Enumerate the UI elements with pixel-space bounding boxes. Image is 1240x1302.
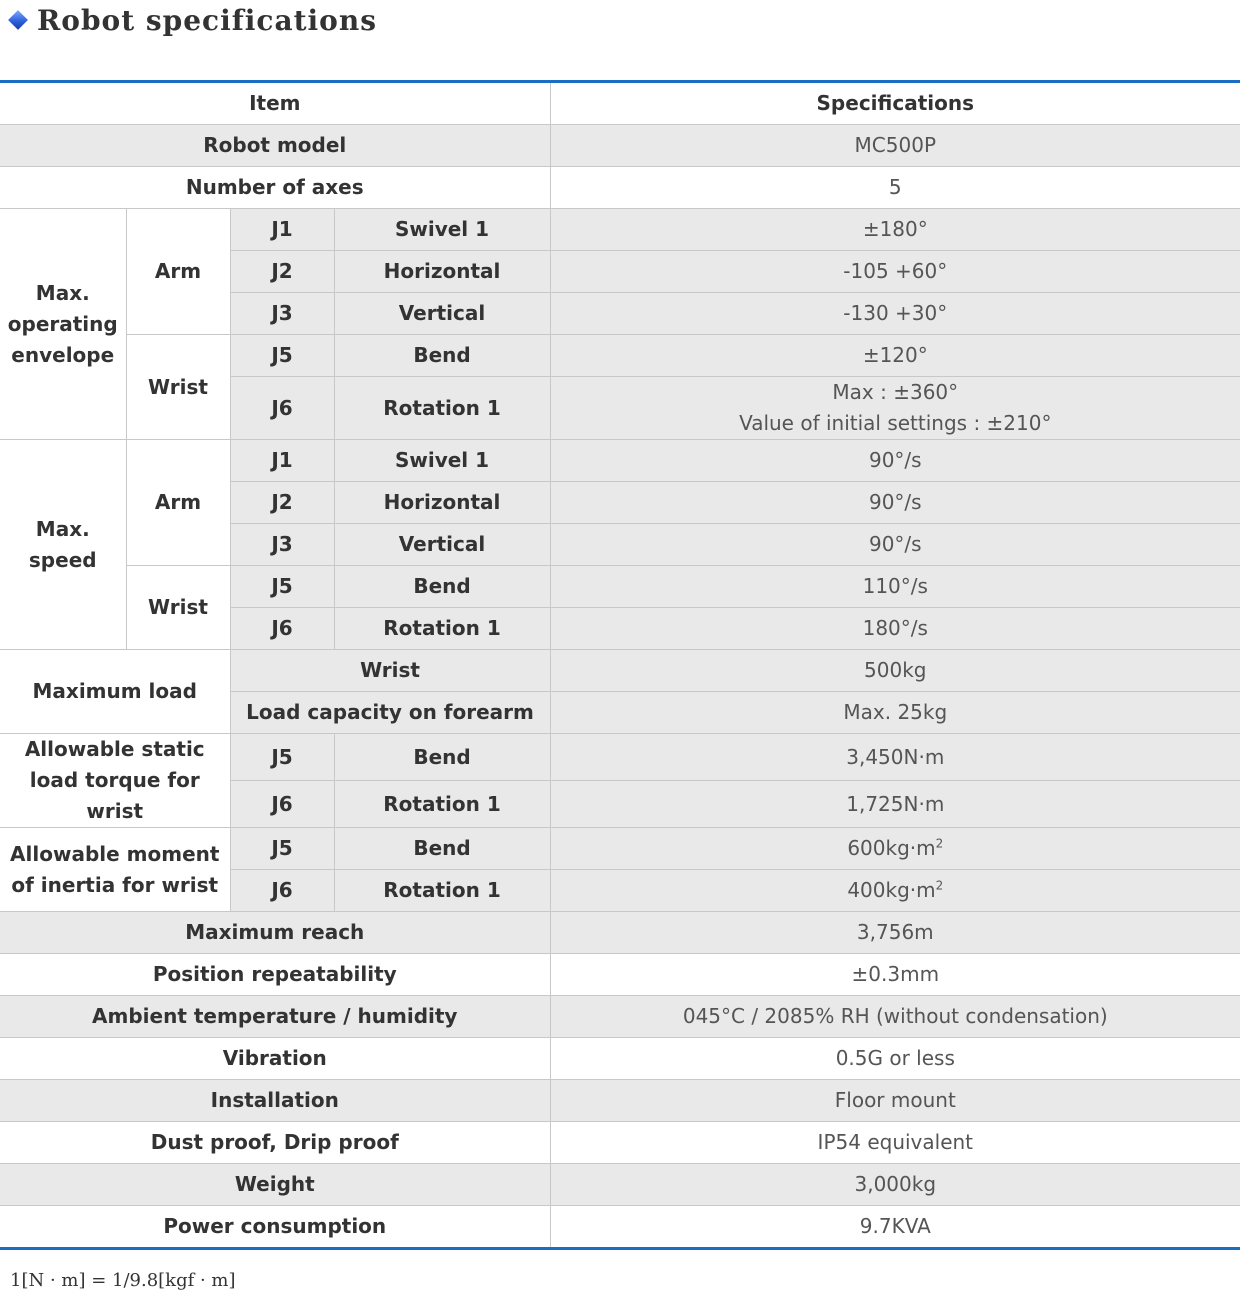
- page-title: [8, 0, 377, 40]
- table-row: [0, 440, 1240, 482]
- row-value: 5: [550, 167, 1240, 209]
- axis-label: J3: [230, 524, 334, 566]
- axis-label: J6: [230, 377, 334, 440]
- table-row: [0, 125, 1240, 167]
- row-value: 9.7KVA: [550, 1206, 1240, 1249]
- axis-label: J5: [230, 335, 334, 377]
- row-value: MC500P: [550, 125, 1240, 167]
- row-value: 0.5G or less: [550, 1038, 1240, 1080]
- diamond-bullet-icon: [8, 10, 28, 30]
- axis-label: J5: [230, 828, 334, 870]
- row-value: 90°/s: [550, 440, 1240, 482]
- superscript: 2: [935, 878, 944, 893]
- row-label: Dust proof, Drip proof: [0, 1122, 550, 1164]
- group-label-inertia: Allowable moment of inertia for wrist: [0, 828, 230, 912]
- axis-label: J5: [230, 566, 334, 608]
- row-label: Installation: [0, 1080, 550, 1122]
- axis-name: Rotation 1: [334, 608, 550, 650]
- row-label: Weight: [0, 1164, 550, 1206]
- axis-name: Swivel 1: [334, 440, 550, 482]
- group-label-static-torque: Allowable static load torque for wrist: [0, 734, 230, 828]
- group-label-speed: Max. speed: [0, 440, 126, 650]
- superscript: 2: [935, 836, 944, 851]
- row-value: 500kg: [550, 650, 1240, 692]
- table-row: [0, 828, 1240, 870]
- axis-name: Horizontal: [334, 482, 550, 524]
- row-value: 3,000kg: [550, 1164, 1240, 1206]
- row-label: Maximum reach: [0, 912, 550, 954]
- row-value: 180°/s: [550, 608, 1240, 650]
- subgroup-label-arm: Arm: [126, 209, 230, 335]
- row-value: 045°C / 2085% RH (without condensation): [550, 996, 1240, 1038]
- footnote: 1[N · m] = 1/9.8[kgf · m]: [10, 1270, 236, 1291]
- row-value: 90°/s: [550, 482, 1240, 524]
- axis-label: J1: [230, 440, 334, 482]
- sub-label: Wrist: [230, 650, 550, 692]
- row-value: -105 +60°: [550, 251, 1240, 293]
- axis-label: J3: [230, 293, 334, 335]
- header-specifications: Specifications: [550, 82, 1240, 125]
- axis-label: J2: [230, 482, 334, 524]
- row-value: -130 +30°: [550, 293, 1240, 335]
- row-label: Ambient temperature / humidity: [0, 996, 550, 1038]
- axis-name: Rotation 1: [334, 781, 550, 828]
- axis-label: J5: [230, 734, 334, 781]
- header-item: Item: [0, 82, 550, 125]
- axis-name: Rotation 1: [334, 377, 550, 440]
- group-label-envelope: Max. operating envelope: [0, 209, 126, 440]
- row-value: ±120°: [550, 335, 1240, 377]
- axis-name: Bend: [334, 828, 550, 870]
- table-row: [0, 1164, 1240, 1206]
- table-row: [0, 209, 1240, 251]
- table-row: [0, 954, 1240, 996]
- axis-name: Vertical: [334, 293, 550, 335]
- row-label: Robot model: [0, 125, 550, 167]
- axis-label: J6: [230, 608, 334, 650]
- row-value: 3,450N·m: [550, 734, 1240, 781]
- value-text: 600kg·m: [847, 836, 936, 860]
- value-line: Value of initial settings : ±210°: [739, 411, 1052, 435]
- value-line: Max : ±360°: [832, 380, 959, 404]
- row-label: Position repeatability: [0, 954, 550, 996]
- value-text: 400kg·m: [847, 878, 936, 902]
- row-value: 110°/s: [550, 566, 1240, 608]
- table-row: [0, 566, 1240, 608]
- axis-name: Vertical: [334, 524, 550, 566]
- row-value: ±0.3mm: [550, 954, 1240, 996]
- row-value: 3,756m: [550, 912, 1240, 954]
- row-value: Floor mount: [550, 1080, 1240, 1122]
- table-row: [0, 734, 1240, 781]
- table-row: [0, 1122, 1240, 1164]
- axis-name: Bend: [334, 734, 550, 781]
- row-label: Number of axes: [0, 167, 550, 209]
- subgroup-label-wrist: Wrist: [126, 335, 230, 440]
- subgroup-label-wrist: Wrist: [126, 566, 230, 650]
- table-row: [0, 912, 1240, 954]
- table-row: [0, 335, 1240, 377]
- axis-name: Bend: [334, 566, 550, 608]
- subgroup-label-arm: Arm: [126, 440, 230, 566]
- axis-name: Rotation 1: [334, 870, 550, 912]
- group-label-max-load: Maximum load: [0, 650, 230, 734]
- axis-name: Bend: [334, 335, 550, 377]
- table-row: [0, 650, 1240, 692]
- axis-name: Swivel 1: [334, 209, 550, 251]
- table-header-row: [0, 82, 1240, 125]
- table-row: [0, 1038, 1240, 1080]
- page-title-text: Robot specifications: [37, 3, 377, 37]
- row-value: ±180°: [550, 209, 1240, 251]
- axis-label: J1: [230, 209, 334, 251]
- row-value: [550, 870, 1240, 912]
- axis-name: Horizontal: [334, 251, 550, 293]
- table-row: [0, 1080, 1240, 1122]
- axis-label: J6: [230, 781, 334, 828]
- table-row: [0, 167, 1240, 209]
- row-value: 1,725N·m: [550, 781, 1240, 828]
- table-row: [0, 996, 1240, 1038]
- row-value: Max. 25kg: [550, 692, 1240, 734]
- axis-label: J2: [230, 251, 334, 293]
- row-label: Vibration: [0, 1038, 550, 1080]
- axis-label: J6: [230, 870, 334, 912]
- spec-table: [0, 80, 1240, 1250]
- row-value: [550, 828, 1240, 870]
- table-row: [0, 1206, 1240, 1249]
- sub-label: Load capacity on forearm: [230, 692, 550, 734]
- row-value-multiline: [550, 377, 1240, 440]
- row-value: 90°/s: [550, 524, 1240, 566]
- row-label: Power consumption: [0, 1206, 550, 1249]
- row-value: IP54 equivalent: [550, 1122, 1240, 1164]
